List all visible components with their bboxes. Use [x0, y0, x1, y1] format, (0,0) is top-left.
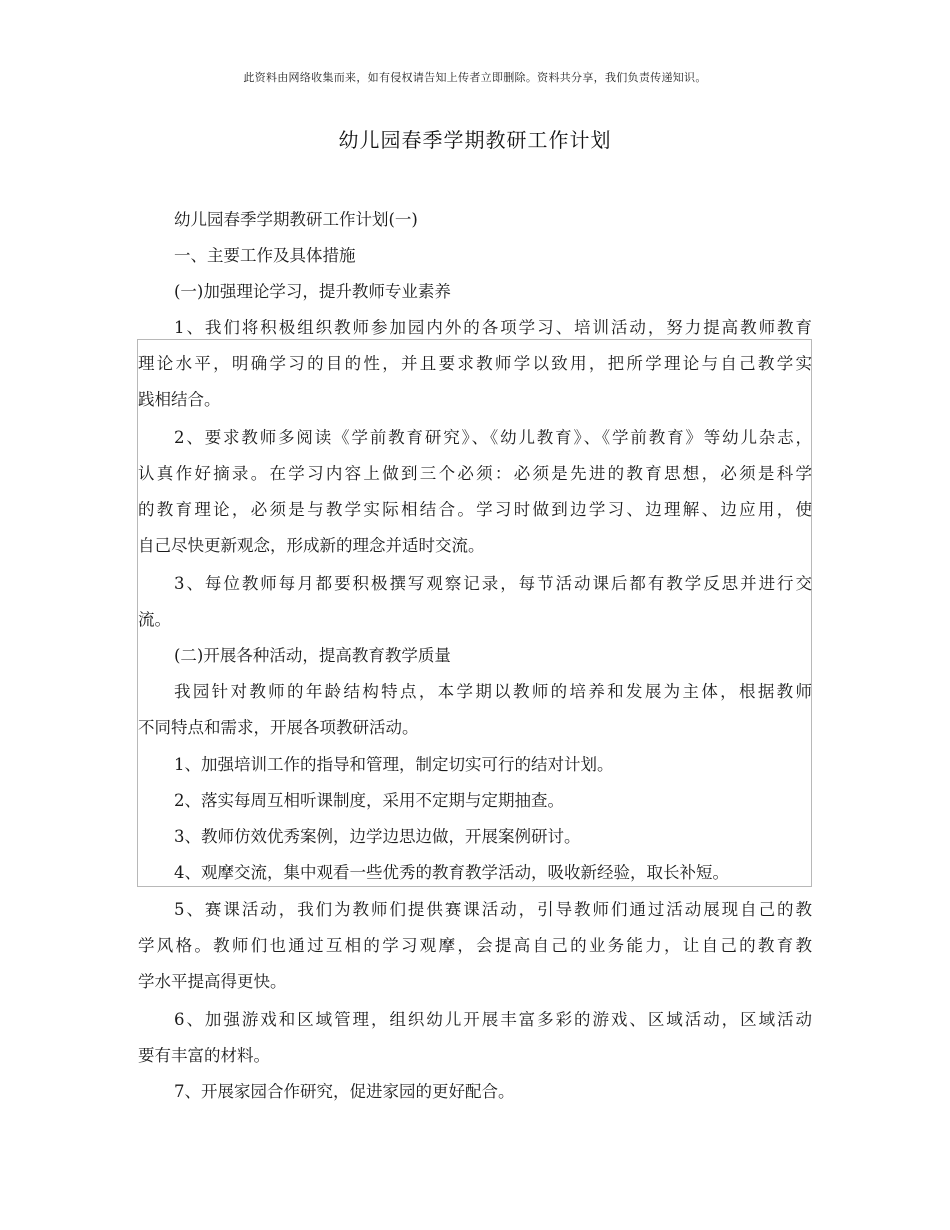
body-line: 自己尽快更新观念，形成新的理念并适时交流。: [138, 536, 485, 555]
body-line: 6、加强游戏和区域管理，组织幼儿开展丰富多彩的游戏、区域活动，区域活动: [174, 1010, 812, 1029]
list-item: 2、落实每周互相听课制度，采用不定期与定期抽查。: [174, 791, 564, 810]
body-line: 5、赛课活动，我们为教师们提供赛课活动，引导教师们通过活动展现自己的教: [174, 900, 812, 919]
body-line: 流。: [138, 610, 171, 629]
subsection-heading: (一)加强理论学习，提升教师专业素养: [174, 282, 451, 301]
list-item: 3、教师仿效优秀案例，边学边思边做，开展案例研讨。: [174, 827, 581, 846]
subsection-heading: (二)开展各种活动，提高教育教学质量: [174, 646, 451, 665]
body-line: 的教育理论，必须是与教学实际相结合。学习时做到边学习、边理解、边应用，使: [138, 500, 812, 519]
body-line: 践相结合。: [138, 390, 221, 409]
section-heading: 幼儿园春季学期教研工作计划(一): [174, 210, 418, 229]
body-line: 要有丰富的材料。: [138, 1046, 270, 1065]
list-item: 4、观摩交流，集中观看一些优秀的教育教学活动，吸收新经验，取长补短。: [174, 863, 729, 882]
body-line: 学风格。教师们也通过互相的学习观摩，会提高自己的业务能力，让自己的教育教: [138, 936, 812, 955]
list-item: 1、加强培训工作的指导和管理，制定切实可行的结对计划。: [174, 755, 614, 774]
body-line: 认真作好摘录。在学习内容上做到三个必须：必须是先进的教育思想，必须是科学: [138, 464, 812, 483]
body-line: 学水平提高得更快。: [138, 972, 287, 991]
body-line: 不同特点和需求，开展各项教研活动。: [138, 718, 419, 737]
document-title: 幼儿园春季学期教研工作计划: [338, 128, 612, 152]
body-line: 我园针对教师的年龄结构特点，本学期以教师的培养和发展为主体，根据教师: [174, 682, 812, 701]
body-line: 2、要求教师多阅读《学前教育研究》、《幼儿教育》、《学前教育》等幼儿杂志，: [174, 428, 812, 447]
body-line: 3、每位教师每月都要积极撰写观察记录，每节活动课后都有教学反思并进行交: [174, 574, 812, 593]
header-note: 此资料由网络收集而来，如有侵权请告知上传者立即删除。资料共分享，我们负责传递知识。: [243, 71, 707, 84]
body-line: 1、我们将积极组织教师参加园内外的各项学习、培训活动，努力提高教师教育: [174, 318, 812, 337]
body-line: 理论水平，明确学习的目的性，并且要求教师学以致用，把所学理论与自己教学实: [138, 354, 812, 373]
section-heading: 一、主要工作及具体措施: [174, 246, 356, 265]
list-item: 7、开展家园合作研究，促进家园的更好配合。: [174, 1082, 515, 1101]
